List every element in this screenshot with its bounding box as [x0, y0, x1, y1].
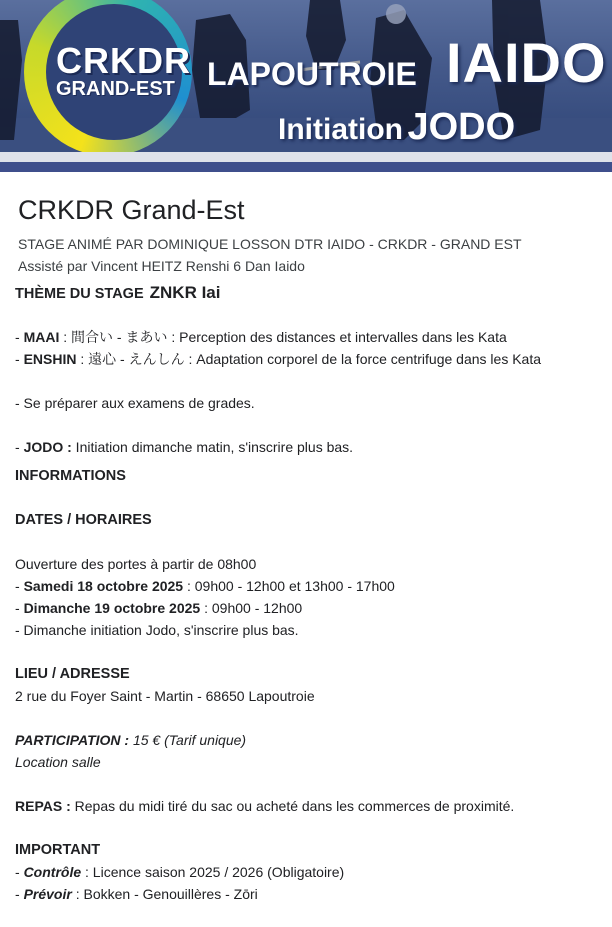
theme-heading — [15, 281, 597, 306]
control-text: : Licence saison 2025 / 2026 (Obligatoire) — [81, 864, 345, 880]
informations-heading: INFORMATIONS — [15, 468, 126, 484]
meal-text: Repas du midi tiré du sac ou acheté dans les commerces de proximité. — [70, 798, 515, 814]
participation-label: PARTICIPATION : — [15, 732, 130, 748]
intro-line-1: STAGE ANIMÉ PAR DOMINIQUE LOSSON DTR IAIDO - CRKDR - GRAND EST — [18, 236, 522, 252]
meal-label: REPAS : — [15, 798, 71, 814]
jodo-line: - JODO : Initiation dimanche matin, s'inscrire plus bas. — [15, 439, 354, 455]
sunday-hours: : 09h00 - 12h00 — [200, 600, 303, 616]
opening-line: Ouverture des portes à partir de 08h00 — [15, 556, 257, 572]
exam-line: - Se préparer aux examens de grades. — [15, 395, 255, 411]
place-heading: LIEU / ADRESSE — [15, 666, 130, 682]
banner-initiation-jodo: JODO — [407, 106, 516, 148]
theme-item-enshin: - ENSHIN : 遠心 - えんしん : Adaptation corporel de la force centrifuge dans les Kata — [15, 351, 542, 367]
banner-initiation — [278, 106, 515, 149]
saturday-label: Samedi 18 octobre 2025 — [23, 578, 184, 594]
theme-item-maai: - MAAI : 間合い - まあい : Perception des distances et intervalles dans les Kata — [15, 329, 507, 345]
event-content — [0, 195, 612, 905]
provide-text: : Bokken - Genouillères - Zōri — [71, 886, 258, 902]
saturday-hours: : 09h00 - 12h00 et 13h00 - 17h00 — [183, 578, 395, 594]
theme-item-enshin-key: ENSHIN — [23, 351, 77, 367]
jodo-text: Initiation dimanche matin, s'inscrire plus bas. — [71, 439, 354, 455]
provide-line: - Prévoir : Bokken - Genouillères - Zōri — [15, 886, 258, 902]
important-heading: IMPORTANT — [15, 842, 101, 858]
rental-text: Location salle — [15, 754, 101, 770]
theme-value: ZNKR Iai — [149, 283, 221, 302]
theme-item-enshin-text: : 遠心 - えんしん : Adaptation corporel de la force centrifuge dans les Kata — [76, 351, 542, 367]
participation-line — [15, 729, 597, 751]
rental-line — [15, 751, 597, 773]
theme-item-maai-key: MAAI — [23, 329, 60, 345]
banner-initiation-word: Initiation — [278, 113, 403, 146]
logo-text-grand-est: GRAND-EST — [56, 78, 175, 100]
logo-text-crkdr: CRKDR — [56, 40, 191, 81]
sunday-line: - Dimanche 19 octobre 2025 : 09h00 - 12h00 — [15, 600, 303, 616]
theme-label: THÈME DU STAGE — [15, 286, 144, 302]
jodo-key: JODO : — [23, 439, 72, 455]
banner-divider-dark — [0, 162, 612, 172]
theme-item-maai-text: : 間合い - まあい : Perception des distances et intervalles dans les Kata — [59, 329, 507, 345]
address-line: 2 rue du Foyer Saint - Martin - 68650 Lapoutroie — [15, 688, 315, 704]
banner-city: LAPOUTROIE — [207, 56, 417, 92]
control-label: Contrôle — [23, 864, 82, 880]
banner-discipline: IAIDO — [446, 31, 607, 94]
dates-heading: DATES / HORAIRES — [15, 512, 152, 528]
intro-line-2: Assisté par Vincent HEITZ Renshi 6 Dan Iaido — [18, 258, 305, 274]
sunday-label: Dimanche 19 octobre 2025 — [23, 600, 201, 616]
page-title: CRKDR Grand-Est — [18, 195, 245, 225]
banner-divider-light — [0, 152, 612, 162]
sunday-note: - Dimanche initiation Jodo, s'inscrire plus bas. — [15, 622, 299, 638]
header-banner — [0, 0, 612, 152]
meal-line — [15, 795, 597, 817]
saturday-line: - Samedi 18 octobre 2025 : 09h00 - 12h00 et 13h00 - 17h00 — [15, 578, 395, 594]
participation-value: 15 € (Tarif unique) — [129, 732, 247, 748]
control-line: - Contrôle : Licence saison 2025 / 2026 (Obligatoire) — [15, 864, 345, 880]
provide-label: Prévoir — [23, 886, 72, 902]
